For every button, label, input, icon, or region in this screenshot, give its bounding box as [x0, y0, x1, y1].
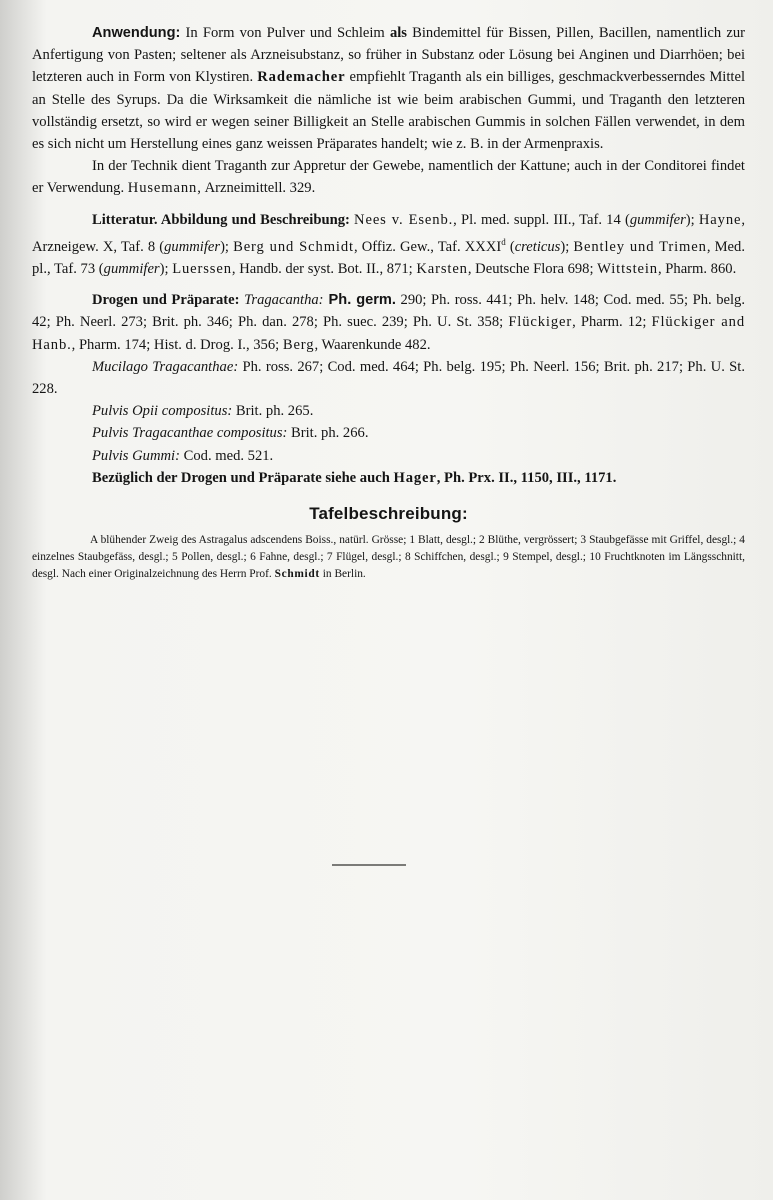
tafel-description [32, 532, 745, 583]
drogen-label: Drogen und Präparate: [92, 292, 240, 309]
anwendung-text-3: empfiehlt Traganth als ein billiges, geschmackverbesserndes Mittel an Stelle des Syrups. Da die Wirksamkeit die nämliche ist wie beim arabischen Gummi, und Traganth den letzteren vollständig ersetzt, so wird er wegen seiner Billigkeit an Stelle arabischen Gummis in solchen Fällen verwendet, in dem es sich nicht um Herstellung eines ganz weissen Präparates handelt; wie z. B. in der Armenpraxis. [32, 69, 745, 153]
anwendung-text-1: In Form von Pulver und Schleim [180, 25, 390, 41]
litteratur-italic: creticus [514, 238, 561, 255]
litteratur-author-6: Karsten [416, 260, 468, 277]
litteratur-text: , Offiz. Gew., Taf. XXXI [353, 238, 502, 255]
technik-paragraph [32, 155, 745, 199]
litteratur-text: , Arzneigew. X, Taf. 8 ( [32, 211, 745, 255]
anwendung-author: Rademacher [257, 69, 346, 86]
drogen-text: , Pharm. 12; [572, 314, 652, 331]
drogen-ph-germ: Ph. germ. [323, 292, 396, 309]
litteratur-text: ); [560, 238, 574, 255]
pulvis-opii-line [32, 400, 745, 422]
technik-text-1: In der Technik dient Traganth zur Appretur der Gewebe, namentlich der Kattune; auch in der Conditorei findet er Verwendung. [32, 158, 745, 197]
tafel-text-1: A blühender Zweig des Astragalus adscendens Boiss., natürl. Grösse; 1 Blatt, desgl.; 2 Blüthe, vergrössert; 3 Staubgefässe mit Griffel, desgl.; 4 einzelnes Staubgefäss, desgl.; 5 Pollen, desgl.; 6 Fahne, desgl.; 7 Flügel, desgl.; 8 Schiffchen, desgl.; 9 Stempel, desgl.; 10 Fruchtknoten im Längsschnitt, desgl. Nach einer Originalzeichnung des Herrn Prof. [32, 533, 745, 580]
drogen-author-2: Flückiger and Hanb. [32, 314, 745, 353]
litteratur-italic: gummifer [103, 260, 160, 277]
technik-text-2: Arzneimittell. 329. [201, 180, 316, 197]
tafel-author: Schmidt [274, 567, 320, 580]
litteratur-label: Litteratur. Abbildung und Beschreibung: [92, 211, 350, 228]
bezueglich-text: Bezüglich der Drogen und Präparate siehe auch [92, 469, 394, 486]
litteratur-author-5: Luerssen [172, 260, 232, 277]
litteratur-text: ); [220, 238, 234, 255]
tafel-text-2: in Berlin. [319, 567, 366, 580]
mucilago-paragraph [32, 356, 745, 400]
litteratur-text: ); [685, 211, 699, 228]
litteratur-text: , Pl. med. suppl. III., Taf. 14 ( [453, 211, 630, 228]
mucilago-name: Mucilago Tragacanthae: [92, 358, 239, 375]
litteratur-author-2: Hayne [698, 211, 742, 228]
litteratur-text: , Med. pl., Taf. 73 ( [32, 238, 745, 277]
anwendung-text-bold: als [389, 25, 407, 41]
section-divider [332, 864, 406, 866]
pulvis-gummi-name: Pulvis Gummi: [92, 447, 180, 464]
litteratur-author-4: Bentley und Trimen [573, 238, 707, 255]
pulvis-opii-refs: Brit. ph. 265. [232, 403, 314, 420]
litteratur-paragraph [32, 209, 745, 280]
bezueglich-author: Hager [393, 469, 437, 486]
litteratur-superscript: d [501, 236, 506, 247]
pulvis-trag-refs: Brit. ph. 266. [287, 425, 369, 442]
drogen-text: 290; Ph. ross. 441; Ph. helv. 148; Cod. med. 55; Ph. belg. 42; Ph. Neerl. 273; Brit. ph. 346; Ph. dan. 278; Ph. suec. 239; Ph. U. St. 358; [32, 292, 746, 331]
anwendung-label: Anwendung: [92, 25, 181, 41]
litteratur-italic: gummifer [164, 238, 221, 255]
litteratur-italic: gummifer [629, 211, 686, 228]
drogen-paragraph [32, 289, 745, 356]
litteratur-text: , Deutsche Flora 698; [467, 260, 598, 277]
pulvis-trag-name: Pulvis Tragacanthae compositus: [92, 425, 288, 442]
anwendung-text-2: Bindemittel für Bissen, Pillen, Bacillen, namentlich zur Anfertigung von Pasten; seltener als Arzneisubstanz, so früher in Substanz oder Lösung bei Anginen und Diarrhöen; bei letzteren auch in Form von Klystiren. [32, 25, 745, 86]
drogen-author-1: Flückiger [508, 314, 573, 331]
drogen-text: , Pharm. 174; Hist. d. Drog. I., 356; [71, 336, 283, 353]
drogen-text: , Waarenkunde 482. [314, 336, 431, 353]
pulvis-trag-line [32, 422, 745, 444]
litteratur-text: ( [505, 238, 515, 255]
anwendung-paragraph [32, 22, 745, 155]
litteratur-author-7: Wittstein [597, 260, 658, 277]
litteratur-text: , Pharm. 860. [657, 260, 737, 277]
bezueglich-refs: , Ph. Prx. II., 1150, III., 1171. [436, 469, 617, 486]
drogen-author-3: Berg [282, 336, 315, 353]
technik-author: Husemann, [127, 180, 202, 197]
pulvis-opii-name: Pulvis Opii compositus: [92, 403, 233, 420]
litteratur-author-3: Berg und Schmidt [233, 238, 354, 255]
tafel-heading: Tafelbeschreibung: [309, 503, 468, 523]
tafel-body [32, 532, 745, 583]
bezueglich-line [32, 467, 745, 489]
litteratur-text: ); [159, 260, 173, 277]
mucilago-refs: Ph. ross. 267; Cod. med. 464; Ph. belg. 195; Ph. Neerl. 156; Brit. ph. 217; Ph. U. St. 228. [32, 358, 745, 397]
litteratur-text: , Handb. der syst. Bot. II., 871; [231, 260, 417, 277]
litteratur-author-1: Nees v. Esenb. [354, 211, 454, 228]
drogen-italic: Tragacantha: [239, 292, 324, 309]
pulvis-gummi-line [32, 445, 745, 467]
pulvis-gummi-refs: Cod. med. 521. [179, 447, 274, 464]
